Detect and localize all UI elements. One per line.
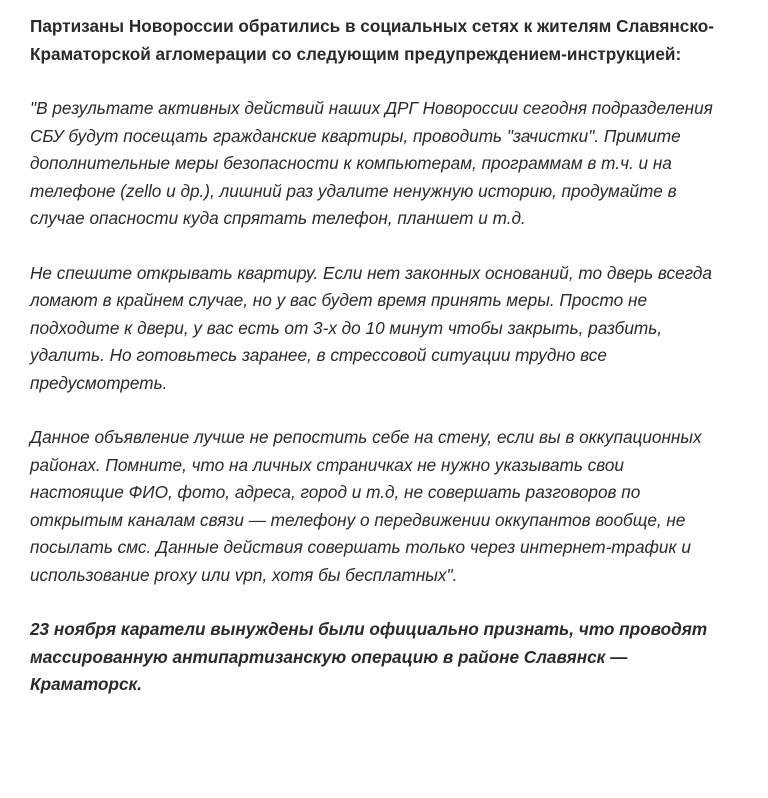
- article-body: [30, 13, 720, 699]
- quote-paragraph-1: "В результате активных действий наших ДРГ Новороссии сегодня подразделения СБУ будут посещать гражданские квартиры, проводить "зачистки". Примите дополнительные меры безопасности к компьютерам, программам в т.ч. и на телефоне (zello и др.), лишний раз удалите ненужную историю, продумайте в случае опасности куда спрятать телефон, планшет и т.д.: [30, 98, 713, 228]
- intro-paragraph: Партизаны Новороссии обратились в социальных сетях к жителям Славянско-Краматорской агломерации со следующим предупреждением-инструкцией:: [30, 16, 714, 64]
- quote-paragraph-2: Не спешите открывать квартиру. Если нет законных оснований, то дверь всегда ломают в крайнем случае, но у вас будет время принять меры. Просто не подходите к двери, у вас есть от 3-х до 10 минут чтобы закрыть, разбить, удалить. Но готовьтесь заранее, в стрессовой ситуации трудно все предусмотреть.: [30, 262, 712, 393]
- quote-paragraph-3: Данное объявление лучше не репостить себе на стену, если вы в оккупационных районах. Помните, что на личных страничках не нужно указывать свои настоящие ФИО, фото, адреса, город и т.д, не совершать разговоров по открытым каналам связи — телефону о передвижении оккупантов вообще, не посылать смс. Данные действия совершать только через интернет-трафик и использование proxy или vpn, хотя бы бесплатных".: [30, 427, 702, 585]
- final-paragraph: 23 ноября каратели вынуждены были официально признать, что проводят массированную антипартизанскую операцию в районе Славянск — Краматорск.: [30, 619, 708, 694]
